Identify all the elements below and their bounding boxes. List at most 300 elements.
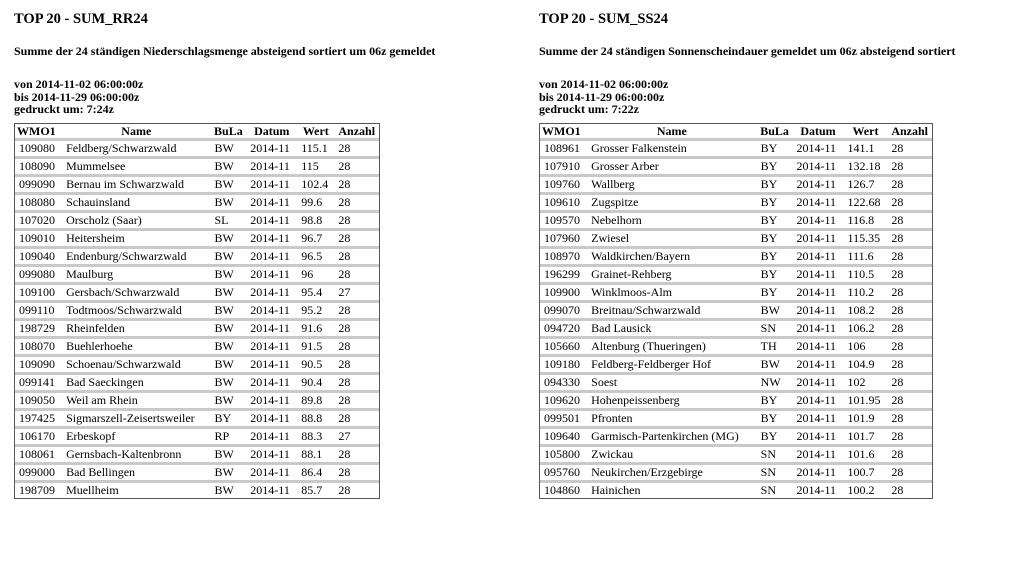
station-name-cell: Weil am Rhein xyxy=(62,390,210,408)
station-name-cell: Hainichen xyxy=(587,480,757,498)
count-cell: 27 xyxy=(334,426,379,444)
state-cell: BW xyxy=(211,354,247,372)
count-cell: 28 xyxy=(334,264,379,282)
report-subtitle: Summe der 24 ständigen Niederschlagsmenge absteigend sortiert um 06z gemeldet xyxy=(14,44,436,58)
column-header: Anzahl xyxy=(891,123,929,138)
period-to: bis 2014-11-29 06:00:00z xyxy=(14,89,140,104)
table-row xyxy=(15,354,379,372)
value-cell: 88.3 xyxy=(297,426,334,444)
count-cell: 28 xyxy=(334,210,379,228)
state-cell: BW xyxy=(211,264,247,282)
station-name-cell: Hohenpeissenberg xyxy=(587,390,757,408)
station-name-cell: Waldkirchen/Bayern xyxy=(587,246,757,264)
state-cell: BY xyxy=(757,138,793,156)
column-header: Wert xyxy=(852,123,879,138)
date-cell: 2014-11 xyxy=(246,138,297,156)
table-row xyxy=(15,138,379,156)
column-header: Datum xyxy=(800,123,836,138)
count-cell: 28 xyxy=(334,246,379,264)
station-name-cell: Feldberg-Feldberger Hof xyxy=(587,354,757,372)
date-cell: 2014-11 xyxy=(792,318,843,336)
sunshine-report xyxy=(539,0,956,499)
state-cell: NW xyxy=(757,372,793,390)
state-cell: BY xyxy=(211,408,247,426)
wmo-cell: 196299 xyxy=(540,264,587,282)
count-cell: 28 xyxy=(334,318,379,336)
wmo-cell: 106170 xyxy=(15,426,62,444)
count-cell: 28 xyxy=(887,300,932,318)
count-cell: 28 xyxy=(334,138,379,156)
count-cell: 28 xyxy=(334,336,379,354)
table-row xyxy=(540,228,932,246)
count-cell: 28 xyxy=(887,282,932,300)
wmo-cell: 108090 xyxy=(15,156,62,174)
station-name-cell: Schoenau/Schwarzwald xyxy=(62,354,210,372)
value-cell: 106 xyxy=(844,336,888,354)
wmo-cell: 109010 xyxy=(15,228,62,246)
station-name-cell: Mummelsee xyxy=(62,156,210,174)
value-cell: 101.9 xyxy=(844,408,888,426)
count-cell: 28 xyxy=(887,444,932,462)
station-name-cell: Orscholz (Saar) xyxy=(62,210,210,228)
value-cell: 86.4 xyxy=(297,462,334,480)
wmo-cell: 108961 xyxy=(540,138,587,156)
station-name-cell: Winklmoos-Alm xyxy=(587,282,757,300)
count-cell: 28 xyxy=(887,336,932,354)
table-row xyxy=(540,138,932,156)
date-cell: 2014-11 xyxy=(246,444,297,462)
period-from: von 2014-11-02 06:00:00z xyxy=(539,77,669,91)
table-body xyxy=(15,138,379,498)
value-cell: 110.5 xyxy=(844,264,888,282)
table-row xyxy=(540,390,932,408)
station-name-cell: Muellheim xyxy=(62,480,210,498)
report-title: TOP 20 - SUM_SS24 xyxy=(539,11,669,27)
table-row xyxy=(15,390,379,408)
report-meta xyxy=(14,78,435,116)
station-name-cell: Pfronten xyxy=(587,408,757,426)
wmo-cell: 104860 xyxy=(540,480,587,498)
date-cell: 2014-11 xyxy=(246,336,297,354)
table-row xyxy=(15,210,379,228)
wmo-cell: 107960 xyxy=(540,228,587,246)
count-cell: 28 xyxy=(887,480,932,498)
table-row xyxy=(540,192,932,210)
date-cell: 2014-11 xyxy=(792,174,843,192)
wmo-cell: 105800 xyxy=(540,444,587,462)
value-cell: 108.2 xyxy=(844,300,888,318)
table-row xyxy=(15,246,379,264)
state-cell: BY xyxy=(757,390,793,408)
value-cell: 106.2 xyxy=(844,318,888,336)
state-cell: BW xyxy=(211,372,247,390)
wmo-cell: 109080 xyxy=(15,138,62,156)
count-cell: 28 xyxy=(887,210,932,228)
date-cell: 2014-11 xyxy=(246,390,297,408)
station-name-cell: Breitnau/Schwarzwald xyxy=(587,300,757,318)
wmo-cell: 109180 xyxy=(540,354,587,372)
date-cell: 2014-11 xyxy=(246,462,297,480)
state-cell: SN xyxy=(757,444,793,462)
date-cell: 2014-11 xyxy=(792,390,843,408)
count-cell: 28 xyxy=(334,354,379,372)
state-cell: BY xyxy=(757,210,793,228)
count-cell: 28 xyxy=(887,462,932,480)
wmo-cell: 108080 xyxy=(15,192,62,210)
wmo-cell: 109090 xyxy=(15,354,62,372)
station-name-cell: Zugspitze xyxy=(587,192,757,210)
value-cell: 85.7 xyxy=(297,480,334,498)
value-cell: 100.7 xyxy=(844,462,888,480)
column-header: Wert xyxy=(302,123,329,138)
date-cell: 2014-11 xyxy=(792,192,843,210)
station-name-cell: Grosser Arber xyxy=(587,156,757,174)
value-cell: 115.1 xyxy=(297,138,334,156)
date-cell: 2014-11 xyxy=(246,174,297,192)
count-cell: 28 xyxy=(887,390,932,408)
wmo-cell: 094720 xyxy=(540,318,587,336)
date-cell: 2014-11 xyxy=(792,462,843,480)
table-row xyxy=(540,462,932,480)
value-cell: 88.1 xyxy=(297,444,334,462)
state-cell: BY xyxy=(757,408,793,426)
station-name-cell: Bernau im Schwarzwald xyxy=(62,174,210,192)
state-cell: BW xyxy=(211,318,247,336)
date-cell: 2014-11 xyxy=(792,156,843,174)
value-cell: 102 xyxy=(844,372,888,390)
wmo-cell: 099110 xyxy=(15,300,62,318)
value-cell: 96.5 xyxy=(297,246,334,264)
state-cell: BW xyxy=(211,462,247,480)
date-cell: 2014-11 xyxy=(246,192,297,210)
table-row xyxy=(15,282,379,300)
wmo-cell: 099000 xyxy=(15,462,62,480)
printed-time: gedruckt um: 7:22z xyxy=(539,102,639,116)
state-cell: BY xyxy=(757,426,793,444)
value-cell: 95.4 xyxy=(297,282,334,300)
table-row xyxy=(15,300,379,318)
value-cell: 89.8 xyxy=(297,390,334,408)
value-cell: 102.4 xyxy=(297,174,334,192)
station-name-cell: Nebelhorn xyxy=(587,210,757,228)
table-row xyxy=(15,174,379,192)
station-name-cell: Garmisch-Partenkirchen (MG) xyxy=(587,426,757,444)
column-header: BuLa xyxy=(760,123,789,138)
wmo-cell: 109100 xyxy=(15,282,62,300)
value-cell: 101.7 xyxy=(844,426,888,444)
state-cell: BW xyxy=(211,228,247,246)
state-cell: SL xyxy=(211,210,247,228)
wmo-cell: 108970 xyxy=(540,246,587,264)
count-cell: 28 xyxy=(334,228,379,246)
value-cell: 141.1 xyxy=(844,138,888,156)
state-cell: BY xyxy=(757,228,793,246)
wmo-cell: 197425 xyxy=(15,408,62,426)
count-cell: 28 xyxy=(887,138,932,156)
value-cell: 98.8 xyxy=(297,210,334,228)
wmo-cell: 109620 xyxy=(540,390,587,408)
state-cell: BW xyxy=(211,336,247,354)
period-to: bis 2014-11-29 06:00:00z xyxy=(539,89,665,104)
wmo-cell: 107020 xyxy=(15,210,62,228)
table-row xyxy=(540,210,932,228)
wmo-cell: 109610 xyxy=(540,192,587,210)
value-cell: 116.8 xyxy=(844,210,888,228)
table-row xyxy=(540,156,932,174)
date-cell: 2014-11 xyxy=(792,372,843,390)
count-cell: 28 xyxy=(887,228,932,246)
value-cell: 96.7 xyxy=(297,228,334,246)
table-row xyxy=(540,480,932,498)
count-cell: 28 xyxy=(334,192,379,210)
station-name-cell: Buehlerhoehe xyxy=(62,336,210,354)
column-header: BuLa xyxy=(214,123,243,138)
table-row xyxy=(15,480,379,498)
state-cell: BY xyxy=(757,264,793,282)
value-cell: 104.9 xyxy=(844,354,888,372)
count-cell: 28 xyxy=(887,372,932,390)
state-cell: SN xyxy=(757,480,793,498)
wmo-cell: 109900 xyxy=(540,282,587,300)
table-row xyxy=(15,462,379,480)
date-cell: 2014-11 xyxy=(792,336,843,354)
table-row xyxy=(540,426,932,444)
state-cell: RP xyxy=(211,426,247,444)
state-cell: BW xyxy=(211,300,247,318)
value-cell: 122.68 xyxy=(844,192,888,210)
ranking-table xyxy=(14,123,380,499)
table-row xyxy=(540,354,932,372)
table-row xyxy=(15,426,379,444)
state-cell: BW xyxy=(211,246,247,264)
value-cell: 101.6 xyxy=(844,444,888,462)
count-cell: 28 xyxy=(334,300,379,318)
count-cell: 27 xyxy=(334,282,379,300)
state-cell: BW xyxy=(211,480,247,498)
state-cell: BW xyxy=(211,192,247,210)
state-cell: BW xyxy=(211,444,247,462)
date-cell: 2014-11 xyxy=(246,318,297,336)
wmo-cell: 109640 xyxy=(540,426,587,444)
table-row xyxy=(15,408,379,426)
count-cell: 28 xyxy=(887,174,932,192)
date-cell: 2014-11 xyxy=(792,138,843,156)
station-name-cell: Gernsbach-Kaltenbronn xyxy=(62,444,210,462)
table-row xyxy=(540,300,932,318)
station-name-cell: Endenburg/Schwarzwald xyxy=(62,246,210,264)
date-cell: 2014-11 xyxy=(792,210,843,228)
column-header: WMO1 xyxy=(542,123,581,138)
date-cell: 2014-11 xyxy=(792,282,843,300)
state-cell: BW xyxy=(757,354,793,372)
column-header: WMO1 xyxy=(17,123,56,138)
station-name-cell: Bad Lausick xyxy=(587,318,757,336)
count-cell: 28 xyxy=(334,174,379,192)
table-row xyxy=(15,192,379,210)
date-cell: 2014-11 xyxy=(792,480,843,498)
station-name-cell: Bad Saeckingen xyxy=(62,372,210,390)
value-cell: 101.95 xyxy=(844,390,888,408)
value-cell: 111.6 xyxy=(844,246,888,264)
report-title: TOP 20 - SUM_RR24 xyxy=(14,11,148,27)
value-cell: 90.5 xyxy=(297,354,334,372)
state-cell: BY xyxy=(757,192,793,210)
station-name-cell: Grainet-Rehberg xyxy=(587,264,757,282)
date-cell: 2014-11 xyxy=(246,480,297,498)
wmo-cell: 198729 xyxy=(15,318,62,336)
column-header: Name xyxy=(656,123,687,138)
table-row xyxy=(540,174,932,192)
column-header: Anzahl xyxy=(338,123,376,138)
table-row xyxy=(540,282,932,300)
station-name-cell: Erbeskopf xyxy=(62,426,210,444)
value-cell: 91.6 xyxy=(297,318,334,336)
table-row xyxy=(15,228,379,246)
table-header-row xyxy=(15,124,379,138)
value-cell: 95.2 xyxy=(297,300,334,318)
count-cell: 28 xyxy=(334,408,379,426)
count-cell: 28 xyxy=(334,372,379,390)
value-cell: 99.6 xyxy=(297,192,334,210)
wmo-cell: 095760 xyxy=(540,462,587,480)
value-cell: 96 xyxy=(297,264,334,282)
station-name-cell: Zwiesel xyxy=(587,228,757,246)
station-name-cell: Soest xyxy=(587,372,757,390)
date-cell: 2014-11 xyxy=(246,210,297,228)
wmo-cell: 198709 xyxy=(15,480,62,498)
table-row xyxy=(540,408,932,426)
date-cell: 2014-11 xyxy=(792,300,843,318)
table-header-row xyxy=(540,124,932,138)
wmo-cell: 099501 xyxy=(540,408,587,426)
date-cell: 2014-11 xyxy=(792,264,843,282)
wmo-cell: 108070 xyxy=(15,336,62,354)
station-name-cell: Bad Bellingen xyxy=(62,462,210,480)
value-cell: 126.7 xyxy=(844,174,888,192)
state-cell: SN xyxy=(757,462,793,480)
station-name-cell: Gersbach/Schwarzwald xyxy=(62,282,210,300)
station-name-cell: Heitersheim xyxy=(62,228,210,246)
station-name-cell: Zwickau xyxy=(587,444,757,462)
state-cell: BW xyxy=(211,174,247,192)
value-cell: 110.2 xyxy=(844,282,888,300)
date-cell: 2014-11 xyxy=(792,408,843,426)
count-cell: 28 xyxy=(887,408,932,426)
table-row xyxy=(15,318,379,336)
table-row xyxy=(540,444,932,462)
wmo-cell: 099141 xyxy=(15,372,62,390)
state-cell: BY xyxy=(757,246,793,264)
state-cell: BW xyxy=(211,138,247,156)
date-cell: 2014-11 xyxy=(792,246,843,264)
state-cell: BW xyxy=(757,300,793,318)
wmo-cell: 107910 xyxy=(540,156,587,174)
station-name-cell: Schauinsland xyxy=(62,192,210,210)
count-cell: 28 xyxy=(887,246,932,264)
value-cell: 115 xyxy=(297,156,334,174)
count-cell: 28 xyxy=(334,156,379,174)
wmo-cell: 094330 xyxy=(540,372,587,390)
period-from: von 2014-11-02 06:00:00z xyxy=(14,77,144,91)
date-cell: 2014-11 xyxy=(792,228,843,246)
station-name-cell: Todtmoos/Schwarzwald xyxy=(62,300,210,318)
wmo-cell: 105660 xyxy=(540,336,587,354)
wmo-cell: 108061 xyxy=(15,444,62,462)
table-body xyxy=(540,138,932,498)
table-row xyxy=(540,372,932,390)
wmo-cell: 109570 xyxy=(540,210,587,228)
date-cell: 2014-11 xyxy=(246,372,297,390)
count-cell: 28 xyxy=(334,444,379,462)
table-row xyxy=(15,156,379,174)
wmo-cell: 109040 xyxy=(15,246,62,264)
station-name-cell: Maulburg xyxy=(62,264,210,282)
station-name-cell: Feldberg/Schwarzwald xyxy=(62,138,210,156)
wmo-cell: 099090 xyxy=(15,174,62,192)
table-row xyxy=(540,336,932,354)
station-name-cell: Grosser Falkenstein xyxy=(587,138,757,156)
column-header: Name xyxy=(121,123,152,138)
column-header: Datum xyxy=(254,123,290,138)
date-cell: 2014-11 xyxy=(246,408,297,426)
date-cell: 2014-11 xyxy=(792,444,843,462)
count-cell: 28 xyxy=(887,354,932,372)
value-cell: 100.2 xyxy=(844,480,888,498)
count-cell: 28 xyxy=(334,462,379,480)
ranking-table xyxy=(539,123,933,499)
date-cell: 2014-11 xyxy=(792,354,843,372)
value-cell: 91.5 xyxy=(297,336,334,354)
date-cell: 2014-11 xyxy=(246,354,297,372)
state-cell: BW xyxy=(211,282,247,300)
state-cell: BY xyxy=(757,156,793,174)
count-cell: 28 xyxy=(887,156,932,174)
table-row xyxy=(15,336,379,354)
count-cell: 28 xyxy=(334,480,379,498)
report-subtitle: Summe der 24 ständigen Sonnenscheindauer gemeldet um 06z absteigend sortiert xyxy=(539,44,956,58)
state-cell: BY xyxy=(757,174,793,192)
state-cell: BW xyxy=(211,390,247,408)
state-cell: BW xyxy=(211,156,247,174)
count-cell: 28 xyxy=(887,318,932,336)
table-row xyxy=(540,318,932,336)
value-cell: 115.35 xyxy=(844,228,888,246)
table-row xyxy=(15,264,379,282)
count-cell: 28 xyxy=(887,264,932,282)
table-row xyxy=(15,372,379,390)
value-cell: 88.8 xyxy=(297,408,334,426)
date-cell: 2014-11 xyxy=(246,264,297,282)
count-cell: 28 xyxy=(887,192,932,210)
wmo-cell: 099070 xyxy=(540,300,587,318)
precipitation-report xyxy=(14,0,435,499)
station-name-cell: Wallberg xyxy=(587,174,757,192)
count-cell: 28 xyxy=(334,390,379,408)
table-row xyxy=(540,246,932,264)
date-cell: 2014-11 xyxy=(792,426,843,444)
date-cell: 2014-11 xyxy=(246,300,297,318)
date-cell: 2014-11 xyxy=(246,426,297,444)
station-name-cell: Neukirchen/Erzgebirge xyxy=(587,462,757,480)
table-row xyxy=(15,444,379,462)
wmo-cell: 099080 xyxy=(15,264,62,282)
wmo-cell: 109050 xyxy=(15,390,62,408)
report-meta xyxy=(539,78,956,116)
count-cell: 28 xyxy=(887,426,932,444)
date-cell: 2014-11 xyxy=(246,282,297,300)
wmo-cell: 109760 xyxy=(540,174,587,192)
date-cell: 2014-11 xyxy=(246,156,297,174)
